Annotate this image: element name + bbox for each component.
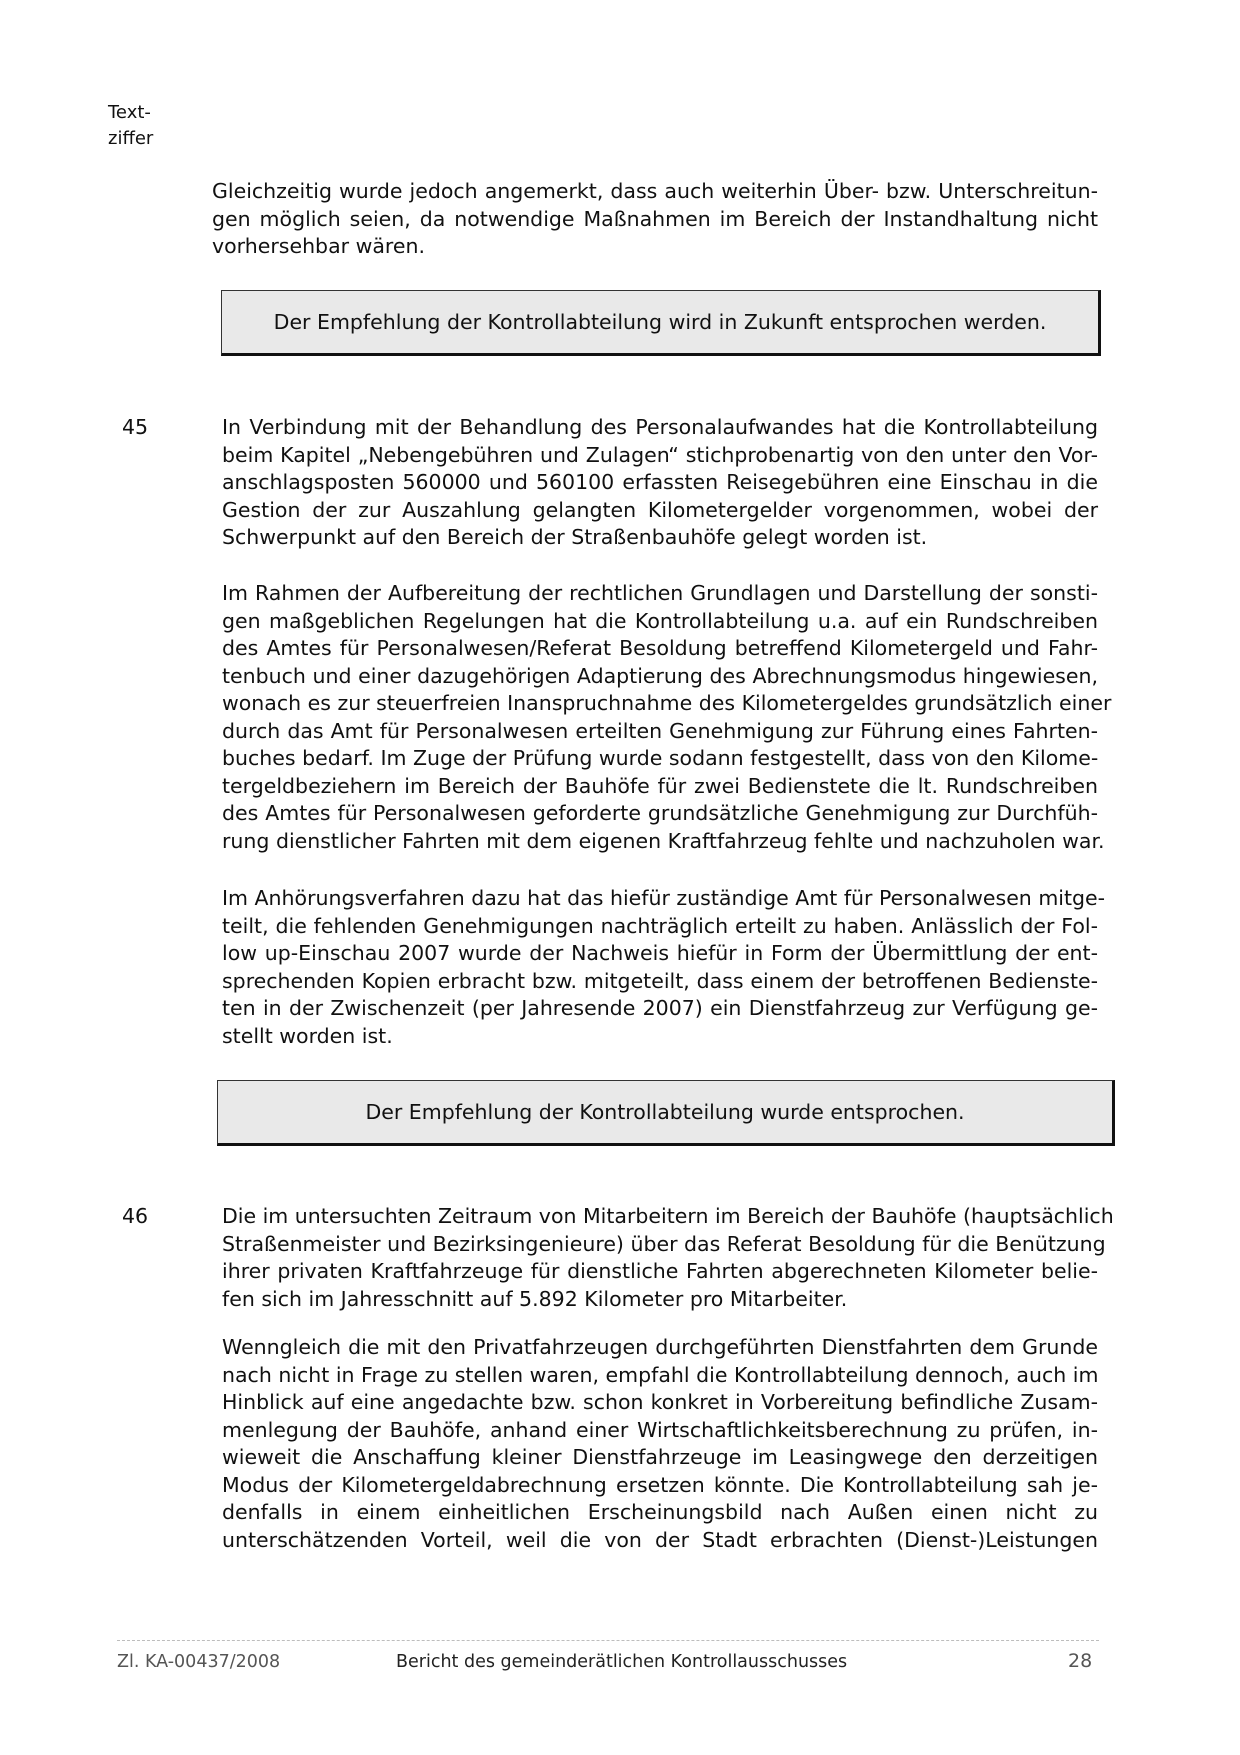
text-line: des Amtes für Personalwesen/Referat Besoldung betreffend Kilometergeld und Fahr- <box>222 636 1098 660</box>
text-line: teilt, die fehlenden Genehmigungen nachträglich erteilt zu haben. Anlässlich der Fol- <box>222 913 1098 938</box>
footer-reference: Zl. KA-00437/2008 <box>117 1652 281 1672</box>
section46-paragraph2 <box>222 1334 1098 1554</box>
text-line: Im Rahmen der Aufbereitung der rechtlichen Grundlagen und Darstellung der sonsti- <box>222 581 1098 605</box>
text-line: Gestion der zur Auszahlung gelangten Kilometergelder vorgenommen, wobei der <box>222 497 1098 522</box>
text-line: ihrer privaten Kraftfahrzeuge für dienstliche Fahrten abgerechneten Kilometer belie- <box>222 1259 1098 1283</box>
section46-paragraph1 <box>222 1203 1114 1313</box>
margin-label-line1: Text- <box>108 102 151 123</box>
text-line: wonach es zur steuerfreien Inanspruchnahme des Kilometergeldes grundsätzlich einer <box>222 691 1112 715</box>
text-line: gen maßgeblichen Regelungen hat die Kontrollabteilung u.a. auf ein Rundschreiben <box>222 608 1098 633</box>
text-line: fen sich im Jahresschnitt auf 5.892 Kilometer pro Mitarbeiter. <box>222 1286 848 1311</box>
intro-paragraph <box>212 178 1098 261</box>
text-line: tergeldbeziehern im Bereich der Bauhöfe für zwei Bedienstete die lt. Rundschreiben <box>222 773 1098 798</box>
text-line: Hinblick auf eine angedachte bzw. schon konkret in Vorbereitung befindliche Zusam- <box>222 1390 1098 1414</box>
recommendation-box-2 <box>217 1080 1115 1146</box>
section-number-45: 45 <box>122 415 149 439</box>
text-line: sprechenden Kopien erbracht bzw. mitgeteilt, dass einem der betroffenen Bedienste- <box>222 968 1098 993</box>
text-line: Gleichzeitig wurde jedoch angemerkt, dass auch weiterhin Über- bzw. Unterschreitun- <box>212 179 1098 203</box>
text-line: Wenngleich die mit den Privatfahrzeugen durchgeführten Dienstfahrten dem Grunde <box>222 1335 1098 1359</box>
text-line: anschlagsposten 560000 und 560100 erfassten Reisegebühren eine Einschau in die <box>222 470 1098 494</box>
text-line: durch das Amt für Personalwesen erteilten Genehmigung zur Führung eines Fahrten- <box>222 718 1098 743</box>
footer-divider <box>117 1640 1099 1641</box>
text-line: buches bedarf. Im Zuge der Prüfung wurde sodann festgestellt, dass von den Kilome- <box>222 746 1099 770</box>
text-line: gen möglich seien, da notwendige Maßnahmen im Bereich der Instandhaltung nicht <box>212 206 1098 231</box>
text-line: In Verbindung mit der Behandlung des Personalaufwandes hat die Kontrollabteilung <box>222 415 1098 439</box>
text-line: Im Anhörungsverfahren dazu hat das hiefür zuständige Amt für Personalwesen mitge- <box>222 886 1106 910</box>
recommendation-box-1 <box>221 290 1101 356</box>
section45-paragraph1 <box>222 414 1098 552</box>
text-line: beim Kapitel „Nebengebühren und Zulagen“ stichprobenartig von den unter den Vor- <box>222 442 1098 467</box>
text-line: menlegung der Bauhöfe, anhand einer Wirtschaftlichkeitsberechnung zu prüfen, in- <box>222 1417 1098 1442</box>
text-line: stellt worden ist. <box>222 1023 393 1048</box>
footer-title: Bericht des gemeinderätlichen Kontrollausschusses <box>396 1652 848 1672</box>
section45-paragraph3 <box>222 885 1106 1050</box>
text-line: denfalls in einem einheitlichen Erscheinungsbild nach Außen einen nicht zu <box>222 1500 1098 1524</box>
text-line: tenbuch und einer dazugehörigen Adaptierung des Abrechnungsmodus hingewiesen, <box>222 663 1098 688</box>
text-line: nach nicht in Frage zu stellen waren, empfahl die Kontrollabteilung dennoch, auch im <box>222 1362 1099 1387</box>
text-line: Modus der Kilometergeldabrechnung ersetzen könnte. Die Kontrollabteilung sah je- <box>222 1472 1098 1497</box>
text-line: wieweit die Anschaffung kleiner Dienstfahrzeuge im Leasingwege den derzeitigen <box>222 1445 1098 1469</box>
section-number-46: 46 <box>122 1204 149 1228</box>
text-line: rung dienstlicher Fahrten mit dem eigenen Kraftfahrzeug fehlte und nachzuholen war. <box>222 828 1105 853</box>
margin-label <box>108 100 153 152</box>
text-line: Schwerpunkt auf den Bereich der Straßenbauhöfe gelegt worden ist. <box>222 525 928 549</box>
text-line: low up-Einschau 2007 wurde der Nachweis hiefür in Form der Übermittlung der ent- <box>222 941 1098 965</box>
text-line: unterschätzenden Vorteil, weil die von der Stadt erbrachten (Dienst-)Leistungen <box>222 1527 1098 1552</box>
recommendation-text-1: Der Empfehlung der Kontrollabteilung wird in Zukunft entsprochen werden. <box>273 310 1047 334</box>
text-line: vorhersehbar wären. <box>212 234 426 258</box>
text-line: Straßenmeister und Bezirksingenieure) über das Referat Besoldung für die Benützung <box>222 1231 1106 1256</box>
section45-paragraph2 <box>222 580 1112 855</box>
recommendation-text-2: Der Empfehlung der Kontrollabteilung wurde entsprochen. <box>365 1100 965 1124</box>
margin-label-line2: ziffer <box>108 128 154 149</box>
text-line: des Amtes für Personalwesen geforderte grundsätzliche Genehmigung zur Durchfüh- <box>222 801 1098 825</box>
text-line: Die im untersuchten Zeitraum von Mitarbeitern im Bereich der Bauhöfe (hauptsächlich <box>222 1204 1114 1228</box>
page-number: 28 <box>1068 1650 1093 1672</box>
text-line: ten in der Zwischenzeit (per Jahresende 2007) ein Dienstfahrzeug zur Verfügung ge- <box>222 996 1098 1020</box>
